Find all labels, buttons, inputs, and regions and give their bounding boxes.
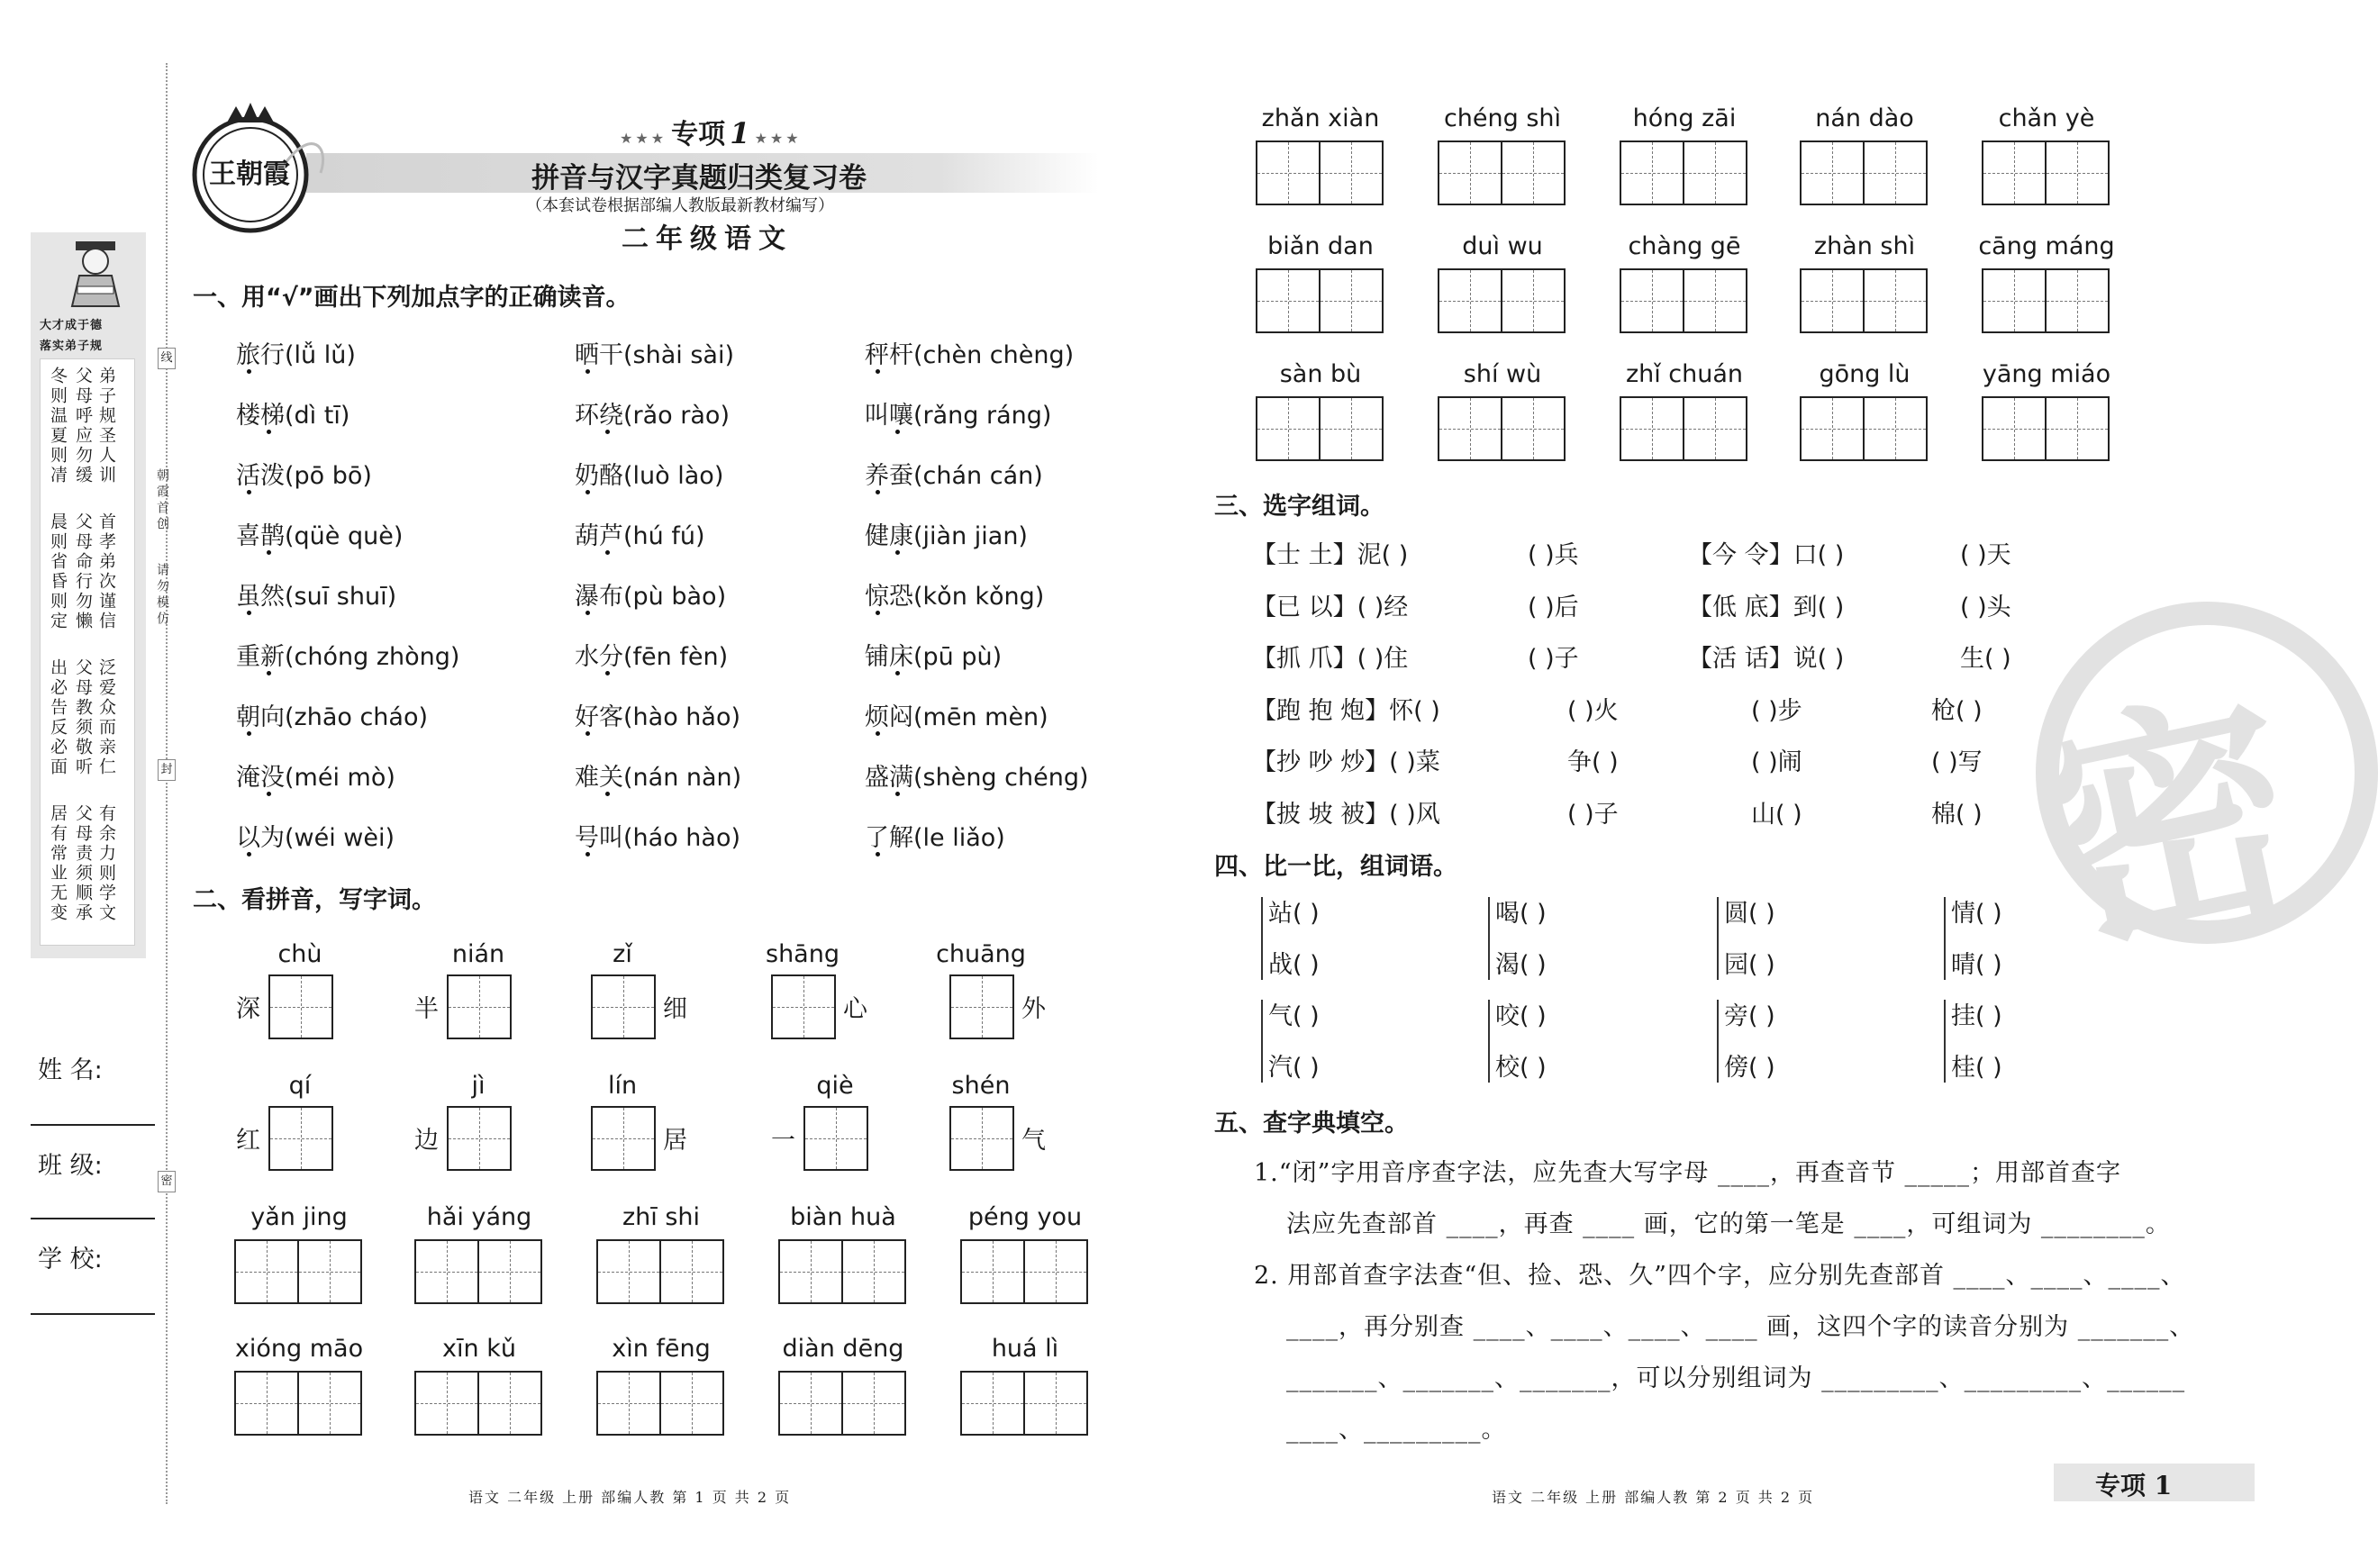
word-choice-item: 【抄 吵 炒】( )菜: [1252, 748, 1440, 776]
pinyin-label: chéng shì: [1443, 104, 1562, 132]
word-choice-item: ( )子: [1528, 645, 1579, 673]
rules-column: 居有常业无变: [48, 804, 68, 923]
reading-item: 环绕(rǎo rào): [575, 402, 730, 430]
context-char: 深: [236, 995, 260, 1023]
writing-box[interactable]: [1982, 140, 2047, 205]
compare-bracket: [1261, 1000, 1263, 1083]
note-no-copy: 请勿模仿: [155, 563, 169, 628]
school-field[interactable]: [31, 1313, 155, 1315]
writing-box[interactable]: [1863, 396, 1928, 461]
compare-item: 圆( ): [1724, 900, 1775, 928]
writing-box[interactable]: [778, 1239, 843, 1304]
emphasis-dot: [585, 611, 590, 615]
writing-box[interactable]: [2045, 268, 2110, 333]
pinyin-label: hǎi yáng: [426, 1203, 532, 1231]
pinyin-label: xìn fēng: [612, 1335, 711, 1363]
emphasis-dot: [876, 369, 880, 374]
emphasis-dot: [876, 490, 880, 494]
writing-box[interactable]: [949, 974, 1014, 1039]
binding-dotted-line: [166, 63, 168, 1504]
compare-bracket: [1944, 897, 1946, 980]
writing-box[interactable]: [1800, 268, 1865, 333]
pinyin-label: zhī shi: [622, 1203, 701, 1231]
q5-line: 2. 用部首查字法查“但、捡、恐、久”四个字，应分别先查部首 ____、____、____、: [1254, 1262, 2186, 1290]
class-label: 班 级:: [38, 1152, 103, 1180]
writing-box[interactable]: [1683, 396, 1747, 461]
reading-item: 重新(chóng zhòng): [236, 643, 460, 671]
section-5-title: 五、查字典填空。: [1214, 1110, 1409, 1137]
reading-item: 活泼(pō bō): [236, 462, 372, 490]
word-choice-item: 【活 话】说( ): [1688, 645, 1845, 673]
compare-item: 气( ): [1268, 1002, 1320, 1030]
emphasis-dot: [895, 550, 900, 555]
motto-2: 落实弟子规: [40, 340, 104, 353]
word-choice-item: ( )火: [1567, 696, 1619, 725]
reading-item: 盛满(shèng chéng): [865, 764, 1089, 792]
writing-box[interactable]: [1863, 140, 1928, 205]
compare-item: 咬( ): [1495, 1002, 1547, 1030]
name-field[interactable]: [31, 1124, 155, 1126]
word-choice-item: 【士 土】泥( ): [1252, 541, 1409, 569]
reading-item: 朝向(zhāo cháo): [236, 703, 429, 731]
pinyin-label: qí: [288, 1072, 312, 1100]
compare-item: 桂( ): [1951, 1054, 2002, 1082]
pinyin-label: chù: [277, 940, 322, 968]
writing-box[interactable]: [1982, 396, 2047, 461]
pinyin-label: yāng miáo: [1982, 360, 2111, 388]
word-choice-item: ( )闹: [1751, 748, 1802, 776]
context-char: 居: [663, 1127, 687, 1155]
rules-column: 父母呼应勿缓: [73, 367, 93, 485]
pinyin-label: sàn bù: [1279, 360, 1362, 388]
writing-box[interactable]: [1800, 396, 1865, 461]
writing-box[interactable]: [960, 1371, 1025, 1436]
emphasis-dot: [585, 852, 590, 857]
seal-mark-xian: 线: [158, 348, 176, 369]
writing-box[interactable]: [1438, 396, 1502, 461]
word-choice-item: ( )头: [1960, 593, 2011, 621]
writing-box[interactable]: [447, 1106, 512, 1171]
compare-item: 园( ): [1724, 951, 1775, 979]
emphasis-dot: [247, 490, 251, 494]
writing-box[interactable]: [659, 1371, 724, 1436]
pinyin-label: duì wu: [1462, 232, 1543, 260]
reading-item: 秤杆(chèn chèng): [865, 341, 1075, 369]
writing-box[interactable]: [414, 1239, 479, 1304]
compare-bracket: [1488, 1000, 1490, 1083]
context-char: 红: [236, 1127, 260, 1155]
reading-item: 淹没(méi mò): [236, 764, 395, 792]
reading-item: 好客(hào hǎo): [575, 703, 741, 731]
pinyin-label: nián: [451, 940, 505, 968]
word-choice-item: ( )后: [1528, 593, 1579, 621]
compare-bracket: [1944, 1000, 1946, 1083]
compare-item: 渴( ): [1495, 951, 1547, 979]
emphasis-dot: [267, 792, 271, 796]
writing-box[interactable]: [234, 1239, 299, 1304]
stamp-char: 密: [2021, 657, 2319, 990]
q5-line: ____、_________。: [1286, 1416, 1507, 1444]
footer-badge-label: 专项 1: [2095, 1471, 2173, 1500]
paper-subtitle: （本套试卷根据部编人教版最新教材编写）: [526, 196, 834, 215]
writing-box[interactable]: [268, 1106, 333, 1171]
rules-column: 有余力则学文: [96, 804, 116, 923]
pinyin-label: hóng zāi: [1632, 104, 1737, 132]
series-label: ★★★ 专项 1 ★★★: [620, 116, 802, 150]
compare-item: 战( ): [1268, 951, 1320, 979]
writing-box[interactable]: [1683, 268, 1747, 333]
word-choice-item: ( )写: [1931, 748, 1983, 776]
emphasis-dot: [267, 430, 271, 434]
emphasis-dot: [876, 731, 880, 736]
reading-item: 养蚕(chán cán): [865, 462, 1043, 490]
rules-column: 父母命行勿懒: [73, 512, 93, 631]
compare-item: 喝( ): [1495, 900, 1547, 928]
pinyin-label: chàng gē: [1628, 232, 1741, 260]
emphasis-dot: [585, 490, 590, 494]
writing-box[interactable]: [1620, 268, 1684, 333]
emphasis-dot: [895, 792, 900, 796]
compare-bracket: [1261, 897, 1263, 980]
reading-item: 号叫(háo hào): [575, 824, 741, 852]
pinyin-label: xióng māo: [234, 1335, 364, 1363]
rules-column: 泛爱众而亲仁: [96, 658, 116, 777]
pinyin-label: zǐ: [613, 940, 632, 968]
pinyin-label: zhàn shì: [1813, 232, 1916, 260]
writing-box[interactable]: [1800, 140, 1865, 205]
reading-item: 烦闷(mēn mèn): [865, 703, 1048, 731]
word-choice-item: 【低 底】到( ): [1688, 593, 1845, 621]
footer-left: 语文 二年级 上册 部编人教 第 1 页 共 2 页: [468, 1489, 792, 1506]
compare-item: 情( ): [1951, 900, 2002, 928]
writing-box[interactable]: [268, 974, 333, 1039]
series-top: 专项: [671, 119, 726, 150]
writing-box[interactable]: [234, 1371, 299, 1436]
context-char: 心: [843, 995, 867, 1023]
writing-box[interactable]: [1863, 268, 1928, 333]
writing-box[interactable]: [591, 974, 656, 1039]
pinyin-label: zhǎn xiàn: [1261, 104, 1380, 132]
seal-mark-feng: 封: [158, 759, 176, 781]
q5-line: _______、_______、_______，可以分别组词为 _________、_________、______: [1286, 1364, 2186, 1392]
reading-item: 晒干(shài sài): [575, 341, 734, 369]
word-choice-item: 争( ): [1567, 748, 1619, 776]
rules-column: 晨则省昏则定: [48, 512, 68, 631]
pinyin-label: shāng: [766, 940, 840, 968]
pinyin-label: shí wù: [1463, 360, 1542, 388]
emphasis-dot: [585, 369, 590, 374]
note-original: 朝霞首创: [155, 468, 169, 533]
emphasis-dot: [247, 852, 251, 857]
reading-item: 了解(le liǎo): [865, 824, 1005, 852]
word-choice-item: 生( ): [1960, 645, 2011, 673]
word-choice-item: 【已 以】( )经: [1252, 593, 1409, 621]
pinyin-label: zhǐ chuán: [1625, 360, 1744, 388]
pinyin-label: qiè: [816, 1072, 854, 1100]
rules-column: 父母教须敬听: [73, 658, 93, 777]
writing-box[interactable]: [659, 1239, 724, 1304]
section-3-title: 三、选字组词。: [1214, 493, 1384, 521]
pinyin-label: yǎn jing: [250, 1203, 348, 1231]
writing-box[interactable]: [1256, 140, 1321, 205]
pinyin-label: xīn kǔ: [442, 1335, 516, 1363]
name-label: 姓 名:: [38, 1056, 103, 1084]
writing-box[interactable]: [596, 1239, 661, 1304]
emphasis-dot: [876, 852, 880, 857]
context-char: 半: [414, 995, 439, 1023]
scholar-figure-icon: [50, 236, 141, 308]
compare-bracket: [1717, 897, 1719, 980]
section-4-title: 四、比一比，组词语。: [1214, 853, 1457, 881]
word-choice-item: ( )子: [1567, 800, 1619, 829]
writing-box[interactable]: [1501, 268, 1566, 333]
word-choice-item: 【披 坡 被】( )风: [1252, 800, 1440, 829]
compare-item: 晴( ): [1951, 951, 2002, 979]
q5-line: 1.“闭”字用音序查字法，应先查大写字母 ____，再查音节 _____；用部首查字: [1254, 1159, 2122, 1187]
rules-column: 首孝弟次谨信: [96, 512, 116, 631]
reading-item: 奶酪(luò lào): [575, 462, 724, 490]
reading-item: 旅行(lǚ lǔ): [236, 341, 356, 369]
reading-item: 惊恐(kǒn kǒng): [865, 583, 1045, 611]
compare-item: 站( ): [1268, 900, 1320, 928]
word-choice-item: 【抓 爪】( )住: [1252, 645, 1409, 673]
writing-box[interactable]: [1256, 396, 1321, 461]
compare-item: 挂( ): [1951, 1002, 2002, 1030]
paper-title: 拼音与汉字真题归类复习卷: [531, 162, 867, 195]
writing-box[interactable]: [596, 1371, 661, 1436]
context-char: 一: [771, 1127, 795, 1155]
writing-box[interactable]: [949, 1106, 1014, 1171]
word-choice-item: 山( ): [1751, 800, 1802, 829]
word-choice-item: 枪( ): [1931, 696, 1983, 725]
logo-text: 王朝霞: [209, 159, 290, 190]
reading-item: 叫嚷(rǎng ráng): [865, 402, 1052, 430]
school-label: 学 校:: [38, 1246, 103, 1273]
writing-box[interactable]: [591, 1106, 656, 1171]
reading-item: 虽然(suī shuī): [236, 583, 397, 611]
writing-box[interactable]: [2045, 140, 2110, 205]
reading-item: 葫芦(hú fú): [575, 522, 705, 550]
reading-item: 以为(wéi wèi): [236, 824, 395, 852]
word-choice-item: ( )天: [1960, 541, 2011, 569]
context-char: 细: [663, 995, 687, 1023]
reading-item: 健康(jiàn jian): [865, 522, 1028, 550]
emphasis-dot: [895, 671, 900, 675]
compare-item: 汽( ): [1268, 1054, 1320, 1082]
pinyin-label: lín: [607, 1072, 638, 1100]
pinyin-label: cāng máng: [1978, 232, 2115, 260]
compare-bracket: [1488, 897, 1490, 980]
writing-box[interactable]: [1501, 396, 1566, 461]
rules-column: 父母责须顺承: [73, 804, 93, 923]
writing-box[interactable]: [1319, 140, 1384, 205]
writing-box[interactable]: [841, 1371, 906, 1436]
rules-column: 弟子规圣人训: [96, 367, 116, 485]
writing-box[interactable]: [960, 1239, 1025, 1304]
rules-panel: [40, 358, 135, 946]
word-choice-item: ( )步: [1751, 696, 1802, 725]
writing-box[interactable]: [1319, 396, 1384, 461]
context-char: 边: [414, 1127, 439, 1155]
grade-title: 二年级语文: [622, 223, 793, 255]
writing-box[interactable]: [803, 1106, 868, 1171]
pinyin-label: biàn huà: [790, 1203, 896, 1231]
emphasis-dot: [247, 369, 251, 374]
reading-item: 楼梯(dì tī): [236, 402, 350, 430]
writing-box[interactable]: [778, 1371, 843, 1436]
compare-item: 校( ): [1495, 1054, 1547, 1082]
writing-box[interactable]: [1982, 268, 2047, 333]
pinyin-label: chǎn yè: [1998, 104, 2095, 132]
compare-bracket: [1717, 1000, 1719, 1083]
reading-item: 铺床(pū pù): [865, 643, 1003, 671]
writing-box[interactable]: [1438, 140, 1502, 205]
pinyin-label: gōng lù: [1819, 360, 1911, 388]
section-2-title: 二、看拼音，写字词。: [193, 886, 436, 914]
writing-box[interactable]: [414, 1371, 479, 1436]
writing-box[interactable]: [841, 1239, 906, 1304]
writing-box[interactable]: [447, 974, 512, 1039]
emphasis-dot: [247, 611, 251, 615]
emphasis-dot: [585, 731, 590, 736]
emphasis-dot: [605, 671, 610, 675]
rules-column: 出必告反必面: [48, 658, 68, 777]
pinyin-label: jì: [471, 1072, 486, 1100]
writing-box[interactable]: [297, 1239, 362, 1304]
writing-box[interactable]: [1023, 1371, 1088, 1436]
section-1-title: 一、用“√”画出下列加点字的正确读音。: [193, 284, 631, 312]
emphasis-dot: [876, 611, 880, 615]
writing-box[interactable]: [771, 974, 836, 1039]
word-choice-item: 【今 令】口( ): [1688, 541, 1845, 569]
motto-1: 大才成于德: [40, 319, 104, 332]
seal-mark-mi: 密: [158, 1171, 176, 1192]
writing-box[interactable]: [1501, 140, 1566, 205]
pinyin-label: huá lì: [991, 1335, 1059, 1363]
writing-box[interactable]: [1438, 268, 1502, 333]
emphasis-dot: [605, 430, 610, 434]
footer-right: 语文 二年级 上册 部编人教 第 2 页 共 2 页: [1492, 1489, 1815, 1506]
word-choice-item: 【跑 抱 炮】怀( ): [1252, 696, 1440, 725]
pinyin-label: nán dào: [1815, 104, 1914, 132]
emphasis-dot: [895, 430, 900, 434]
reading-item: 水分(fēn fèn): [575, 643, 729, 671]
reading-item: 瀑布(pù bào): [575, 583, 727, 611]
compare-item: 旁( ): [1724, 1002, 1775, 1030]
reading-item: 喜鹊(qüè què): [236, 522, 404, 550]
rules-column: 冬则温夏则凊: [48, 367, 68, 485]
writing-box[interactable]: [477, 1371, 542, 1436]
emphasis-dot: [267, 671, 271, 675]
q5-line: ____，再分别查 ____、____、____、____ 画，这四个字的读音分别为 _______、: [1286, 1313, 2195, 1341]
context-char: 外: [1021, 995, 1046, 1023]
writing-box[interactable]: [297, 1371, 362, 1436]
writing-box[interactable]: [1023, 1239, 1088, 1304]
context-char: 气: [1021, 1127, 1046, 1155]
pinyin-label: diàn dēng: [782, 1335, 904, 1363]
reading-item: 难关(nán nàn): [575, 764, 742, 792]
writing-box[interactable]: [1620, 396, 1684, 461]
pinyin-label: chuāng: [936, 940, 1026, 968]
writing-box[interactable]: [1620, 140, 1684, 205]
pinyin-label: péng you: [967, 1203, 1083, 1231]
writing-box[interactable]: [2045, 396, 2110, 461]
class-field[interactable]: [31, 1218, 155, 1219]
pinyin-label: shén: [951, 1072, 1011, 1100]
writing-box[interactable]: [477, 1239, 542, 1304]
word-choice-item: ( )兵: [1528, 541, 1579, 569]
emphasis-dot: [267, 550, 271, 555]
emphasis-dot: [605, 550, 610, 555]
compare-item: 傍( ): [1724, 1054, 1775, 1082]
word-choice-item: 棉( ): [1931, 800, 1983, 829]
emphasis-dot: [247, 731, 251, 736]
pinyin-label: biǎn dan: [1267, 232, 1374, 260]
emphasis-dot: [605, 792, 610, 796]
series-number: 1: [730, 116, 750, 150]
writing-box[interactable]: [1256, 268, 1321, 333]
writing-box[interactable]: [1683, 140, 1747, 205]
q5-line: 法应先查部首 ____，再查 ____ 画，它的第一笔是 ____，可组词为 ________。: [1286, 1210, 2171, 1238]
writing-box[interactable]: [1319, 268, 1384, 333]
